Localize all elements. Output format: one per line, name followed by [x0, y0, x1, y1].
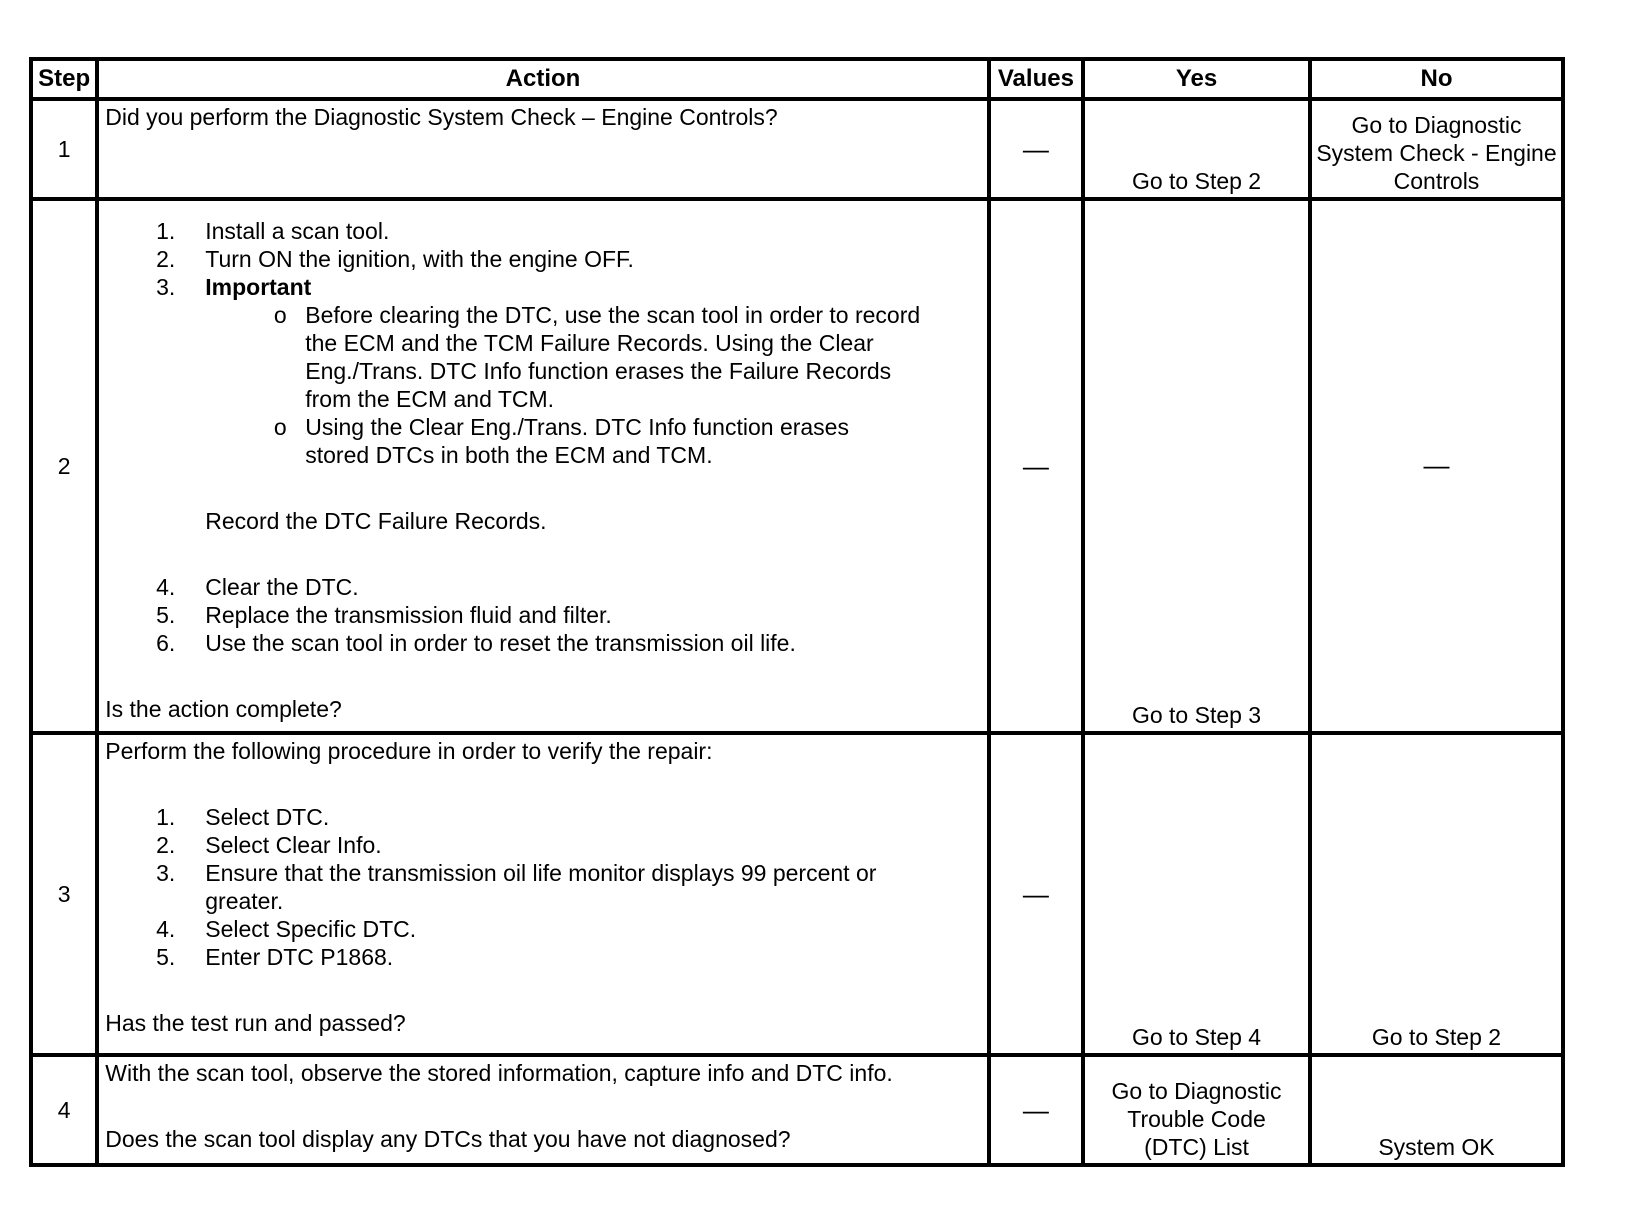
- action-cell: [97, 99, 988, 199]
- bullet-icon: o: [273, 414, 287, 440]
- table-row: [31, 99, 1563, 199]
- intro-text: Perform the following procedure in order to verify the repair:: [105, 738, 713, 764]
- list-item: 5. Enter DTC P1868.: [156, 944, 394, 970]
- list-item: 4. Select Specific DTC.: [156, 916, 417, 942]
- no-cell: —: [1310, 199, 1563, 733]
- important-label: Important: [205, 274, 312, 300]
- list-item: 3. Ensure that the transmission oil life monitor displays 99 percent or greater.: [156, 860, 877, 914]
- step-number: 2: [31, 199, 97, 733]
- diagnostic-table: [29, 57, 1565, 1167]
- action-text: Did you perform the Diagnostic System Check – Engine Controls?: [105, 104, 778, 130]
- yes-cell: Go to Step 4: [1083, 733, 1310, 1055]
- bullet-icon: o: [273, 302, 287, 328]
- bullet-item: o Using the Clear Eng./Trans. DTC Info function erases stored DTCs in both the ECM and TCM.: [255, 413, 980, 469]
- values-cell: —: [989, 1055, 1083, 1165]
- values-cell: —: [989, 733, 1083, 1055]
- list-item: 1. Install a scan tool.: [156, 218, 390, 244]
- list-item: 4. Clear the DTC.: [156, 574, 359, 600]
- action-cell: [97, 1055, 988, 1165]
- no-cell: Go to Diagnostic System Check - Engine Controls: [1310, 99, 1563, 199]
- list-item: 3. Important: [105, 273, 980, 301]
- record-note: Record the DTC Failure Records.: [205, 508, 547, 534]
- question-text: Does the scan tool display any DTCs that you have not diagnosed?: [105, 1126, 791, 1152]
- yes-cell: Go to Diagnostic Trouble Code (DTC) List: [1083, 1055, 1310, 1165]
- header-action: Action: [97, 59, 988, 99]
- values-cell: —: [989, 199, 1083, 733]
- header-no: No: [1310, 59, 1563, 99]
- list-item: 6. Use the scan tool in order to reset the transmission oil life.: [156, 630, 796, 656]
- table-row: [31, 733, 1563, 1055]
- yes-cell: Go to Step 3: [1083, 199, 1310, 733]
- step-number: 1: [31, 99, 97, 199]
- values-cell: —: [989, 99, 1083, 199]
- list-item: 1. Select DTC.: [156, 804, 330, 830]
- table-row: [31, 1055, 1563, 1165]
- header-values: Values: [989, 59, 1083, 99]
- intro-text: With the scan tool, observe the stored information, capture info and DTC info.: [105, 1060, 893, 1086]
- action-cell: [97, 199, 988, 733]
- step-number: 4: [31, 1055, 97, 1165]
- header-step: Step: [31, 59, 97, 99]
- list-item: 2. Select Clear Info.: [156, 832, 382, 858]
- yes-cell: Go to Step 2: [1083, 99, 1310, 199]
- action-cell: [97, 733, 988, 1055]
- header-row: [31, 59, 1563, 99]
- no-cell: System OK: [1310, 1055, 1563, 1165]
- list-item: 5. Replace the transmission fluid and filter.: [156, 602, 612, 628]
- question-text: Has the test run and passed?: [105, 1010, 406, 1036]
- table-row: [31, 199, 1563, 733]
- no-cell: Go to Step 2: [1310, 733, 1563, 1055]
- list-item: 2. Turn ON the ignition, with the engine OFF.: [156, 246, 634, 272]
- step-number: 3: [31, 733, 97, 1055]
- question-text: Is the action complete?: [105, 696, 342, 722]
- bullet-item: o Before clearing the DTC, use the scan tool in order to record the ECM and the TCM Failure Records. Using the Clear Eng./Trans. DTC Info function erases the Failure Records from the ECM and TCM.: [255, 301, 980, 413]
- header-yes: Yes: [1083, 59, 1310, 99]
